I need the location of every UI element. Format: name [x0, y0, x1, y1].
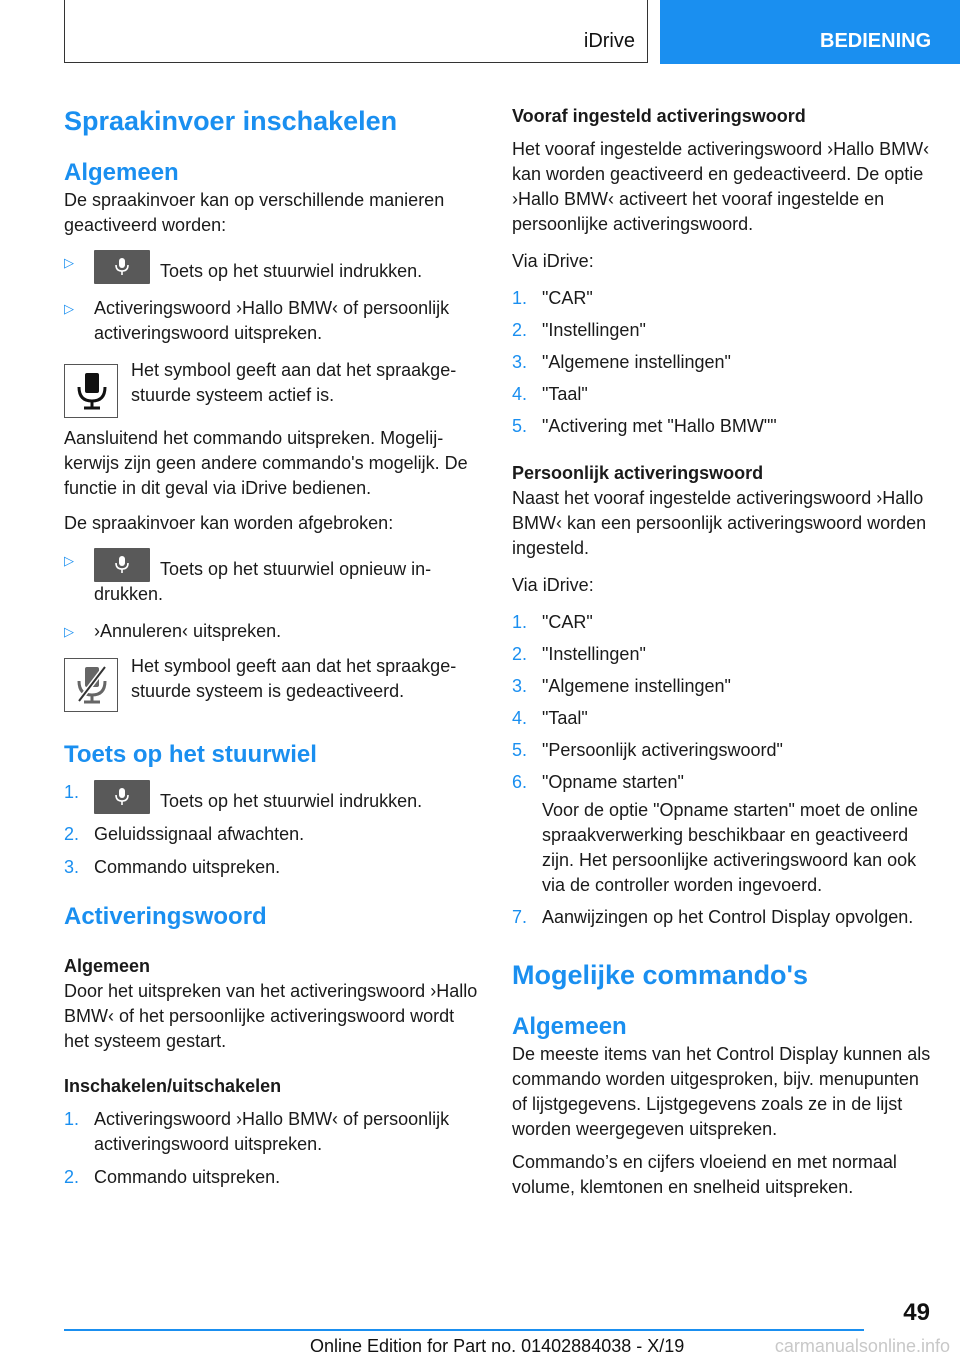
step-number: 5.: [512, 740, 528, 760]
wakeword-heading: Activeringswoord: [64, 903, 267, 930]
preset-text: Het vooraf ingestelde activeringswoord ›Hallo BMW‹ kan worden geactiveerd en gedeactiveerd. De optie ›Hallo BMW‹ activeert het vooraf ingestelde en persoonlijke activeringswoord.: [512, 139, 930, 234]
list-item: [64, 1107, 478, 1157]
list-item-text: Aanwijzingen op het Control Display opvolgen.: [542, 907, 914, 927]
step-number: 3.: [64, 857, 80, 877]
list-item: [512, 350, 932, 375]
step-number: 2.: [512, 320, 528, 340]
step-number: 3.: [512, 676, 528, 696]
header-chapter-tab: [660, 0, 960, 64]
step-number: 1.: [64, 782, 80, 802]
footer-divider: [64, 1329, 864, 1331]
list-item: [512, 738, 932, 763]
list-item-text: Commando uitspreken.: [94, 857, 281, 877]
list-item-text: "Instellingen": [542, 644, 646, 664]
step-number: 4.: [512, 384, 528, 404]
bullet-marker: ▷: [64, 301, 74, 316]
list-item: [512, 610, 932, 635]
list-item-text: Geluidssignaal afwachten.: [94, 824, 305, 844]
list-item: [512, 318, 932, 343]
cancel-intro-text: De spraakinvoer kan worden afgebroken:: [64, 513, 394, 533]
step-number: 2.: [512, 644, 528, 664]
list-item: [64, 1165, 478, 1190]
step-number: 1.: [512, 612, 528, 632]
list-item: [512, 642, 932, 667]
commands-text: De meeste items van het Control Display kunnen als commando worden uitgesproken, bijv. menupunten of lijstgegevens. Lijstgegevens zoals ze in de lijst worden weergegeven uitspreken.: [512, 1044, 931, 1139]
section-title: Spraakinvoer inschakelen: [64, 106, 398, 136]
watermark: carmanualsonline.info: [774, 1336, 950, 1356]
commands-text: Commando’s en cijfers vloeiend en met normaal volume, klemtonen en snelheid uitspreken.: [512, 1152, 897, 1197]
list-item: [512, 706, 932, 731]
list-item: [64, 619, 478, 644]
list-item-text: Toets op het stuurwiel opnieuw indrukken.: [94, 559, 432, 604]
footer-edition: Online Edition for Part no. 01402884038 - X/19: [310, 1336, 685, 1356]
commands-title: Mogelijke commando's: [512, 960, 808, 990]
active-note-text: Het symbool geeft aan dat het spraakgestuurde systeem actief is.: [131, 360, 457, 405]
onoff-heading: Inschakelen/uitschakelen: [64, 1076, 282, 1096]
list-item: [64, 780, 478, 814]
list-item-text: Commando uitspreken.: [94, 1167, 281, 1187]
voice-inactive-icon: [64, 658, 118, 712]
personal-heading: Persoonlijk activeringswoord: [512, 463, 764, 483]
intro-text: De spraakinvoer kan op verschillende manieren geactiveerd worden:: [64, 190, 445, 235]
list-item-text: ›Annuleren‹ uitspreken.: [94, 621, 282, 641]
list-item-text: "CAR": [542, 612, 593, 632]
list-item: [512, 414, 932, 439]
after-activation-text: Aansluitend het commando uitspreken. Mogelijkerwijs zijn geen andere commando's mogelijk. De functie in dit geval via iDrive bedienen.: [64, 428, 468, 498]
step-number: 2.: [64, 1167, 80, 1187]
list-item-text: "Algemene instellingen": [542, 352, 731, 372]
list-item-text: Toets op het stuurwiel indrukken.: [160, 791, 423, 811]
step-note: Voor de optie "Opname starten" moet de online spraakverwerking beschikbaar en geactiveerd zijn. Het persoonlijke activeringswoord kan ook via de controller worden ingevoerd.: [542, 800, 919, 895]
list-item: [512, 382, 932, 407]
list-item-text: "Opname starten": [542, 772, 684, 792]
steering-wheel-voice-button-icon: [94, 548, 150, 582]
header-chapter-title: BEDIENING: [820, 30, 932, 52]
active-note: [64, 358, 478, 414]
list-item-text: "Activering met "Hallo BMW"": [542, 416, 777, 436]
list-item: [512, 674, 932, 699]
step-number: 1.: [512, 288, 528, 308]
step-number: 4.: [512, 708, 528, 728]
button-heading: Toets op het stuurwiel: [64, 741, 317, 768]
list-item: [512, 770, 932, 898]
list-item-text: "Persoonlijk activeringswoord": [542, 740, 783, 760]
step-number: 3.: [512, 352, 528, 372]
list-item-text: "Taal": [542, 708, 588, 728]
bullet-marker: ▷: [64, 553, 74, 568]
wakeword-subheading: Algemeen: [64, 956, 151, 976]
page-number: 49: [903, 1299, 930, 1326]
general-heading: Algemeen: [64, 159, 179, 186]
list-item-text: Activeringswoord ›Hallo BMW‹ of persoonlijk activeringswoord uitspreken.: [94, 298, 450, 343]
step-number: 1.: [64, 1109, 80, 1129]
list-item-text: Activeringswoord ›Hallo BMW‹ of persoonlijk activeringswoord uitspreken.: [94, 1109, 450, 1154]
personal-text: Naast het vooraf ingestelde activeringswoord ›Hallo BMW‹ kan een persoonlijk activeringswoord worden ingesteld.: [512, 488, 927, 558]
steering-wheel-voice-button-icon: [94, 780, 150, 814]
list-item: [64, 855, 478, 880]
list-item-text: "Taal": [542, 384, 588, 404]
list-item: [64, 296, 478, 346]
list-item-text: "Instellingen": [542, 320, 646, 340]
header-section-box: [64, 0, 648, 63]
step-number: 2.: [64, 824, 80, 844]
left-column: [64, 104, 478, 1190]
wakeword-text: Door het uitspreken van het activeringswoord ›Hallo BMW‹ of het persoonlijke activeringswoord wordt het systeem gestart.: [64, 981, 478, 1051]
inactive-note: [64, 654, 478, 710]
steering-wheel-voice-button-icon: [94, 250, 150, 284]
commands-general-heading: Algemeen: [512, 1013, 627, 1040]
header-section-title: iDrive: [583, 30, 635, 52]
list-item: [64, 822, 478, 847]
list-item-text: "CAR": [542, 288, 593, 308]
preset-heading: Vooraf ingesteld activeringswoord: [512, 106, 806, 126]
bullet-marker: ▷: [64, 624, 74, 639]
list-item: [64, 548, 478, 607]
list-item: [512, 286, 932, 311]
right-column: [512, 104, 932, 1200]
list-item-text: Toets op het stuurwiel indrukken.: [160, 261, 423, 281]
step-number: 7.: [512, 907, 528, 927]
bullet-marker: ▷: [64, 255, 74, 270]
inactive-note-text: Het symbool geeft aan dat het spraakgestuurde systeem is gedeactiveerd.: [131, 656, 457, 701]
voice-active-icon: [64, 364, 118, 418]
list-item: [64, 250, 478, 284]
step-number: 6.: [512, 772, 528, 792]
list-item: [512, 905, 932, 930]
list-item-text: "Algemene instellingen": [542, 676, 731, 696]
via-idrive-label: Via iDrive:: [512, 575, 594, 595]
step-number: 5.: [512, 416, 528, 436]
via-idrive-label: Via iDrive:: [512, 251, 594, 271]
